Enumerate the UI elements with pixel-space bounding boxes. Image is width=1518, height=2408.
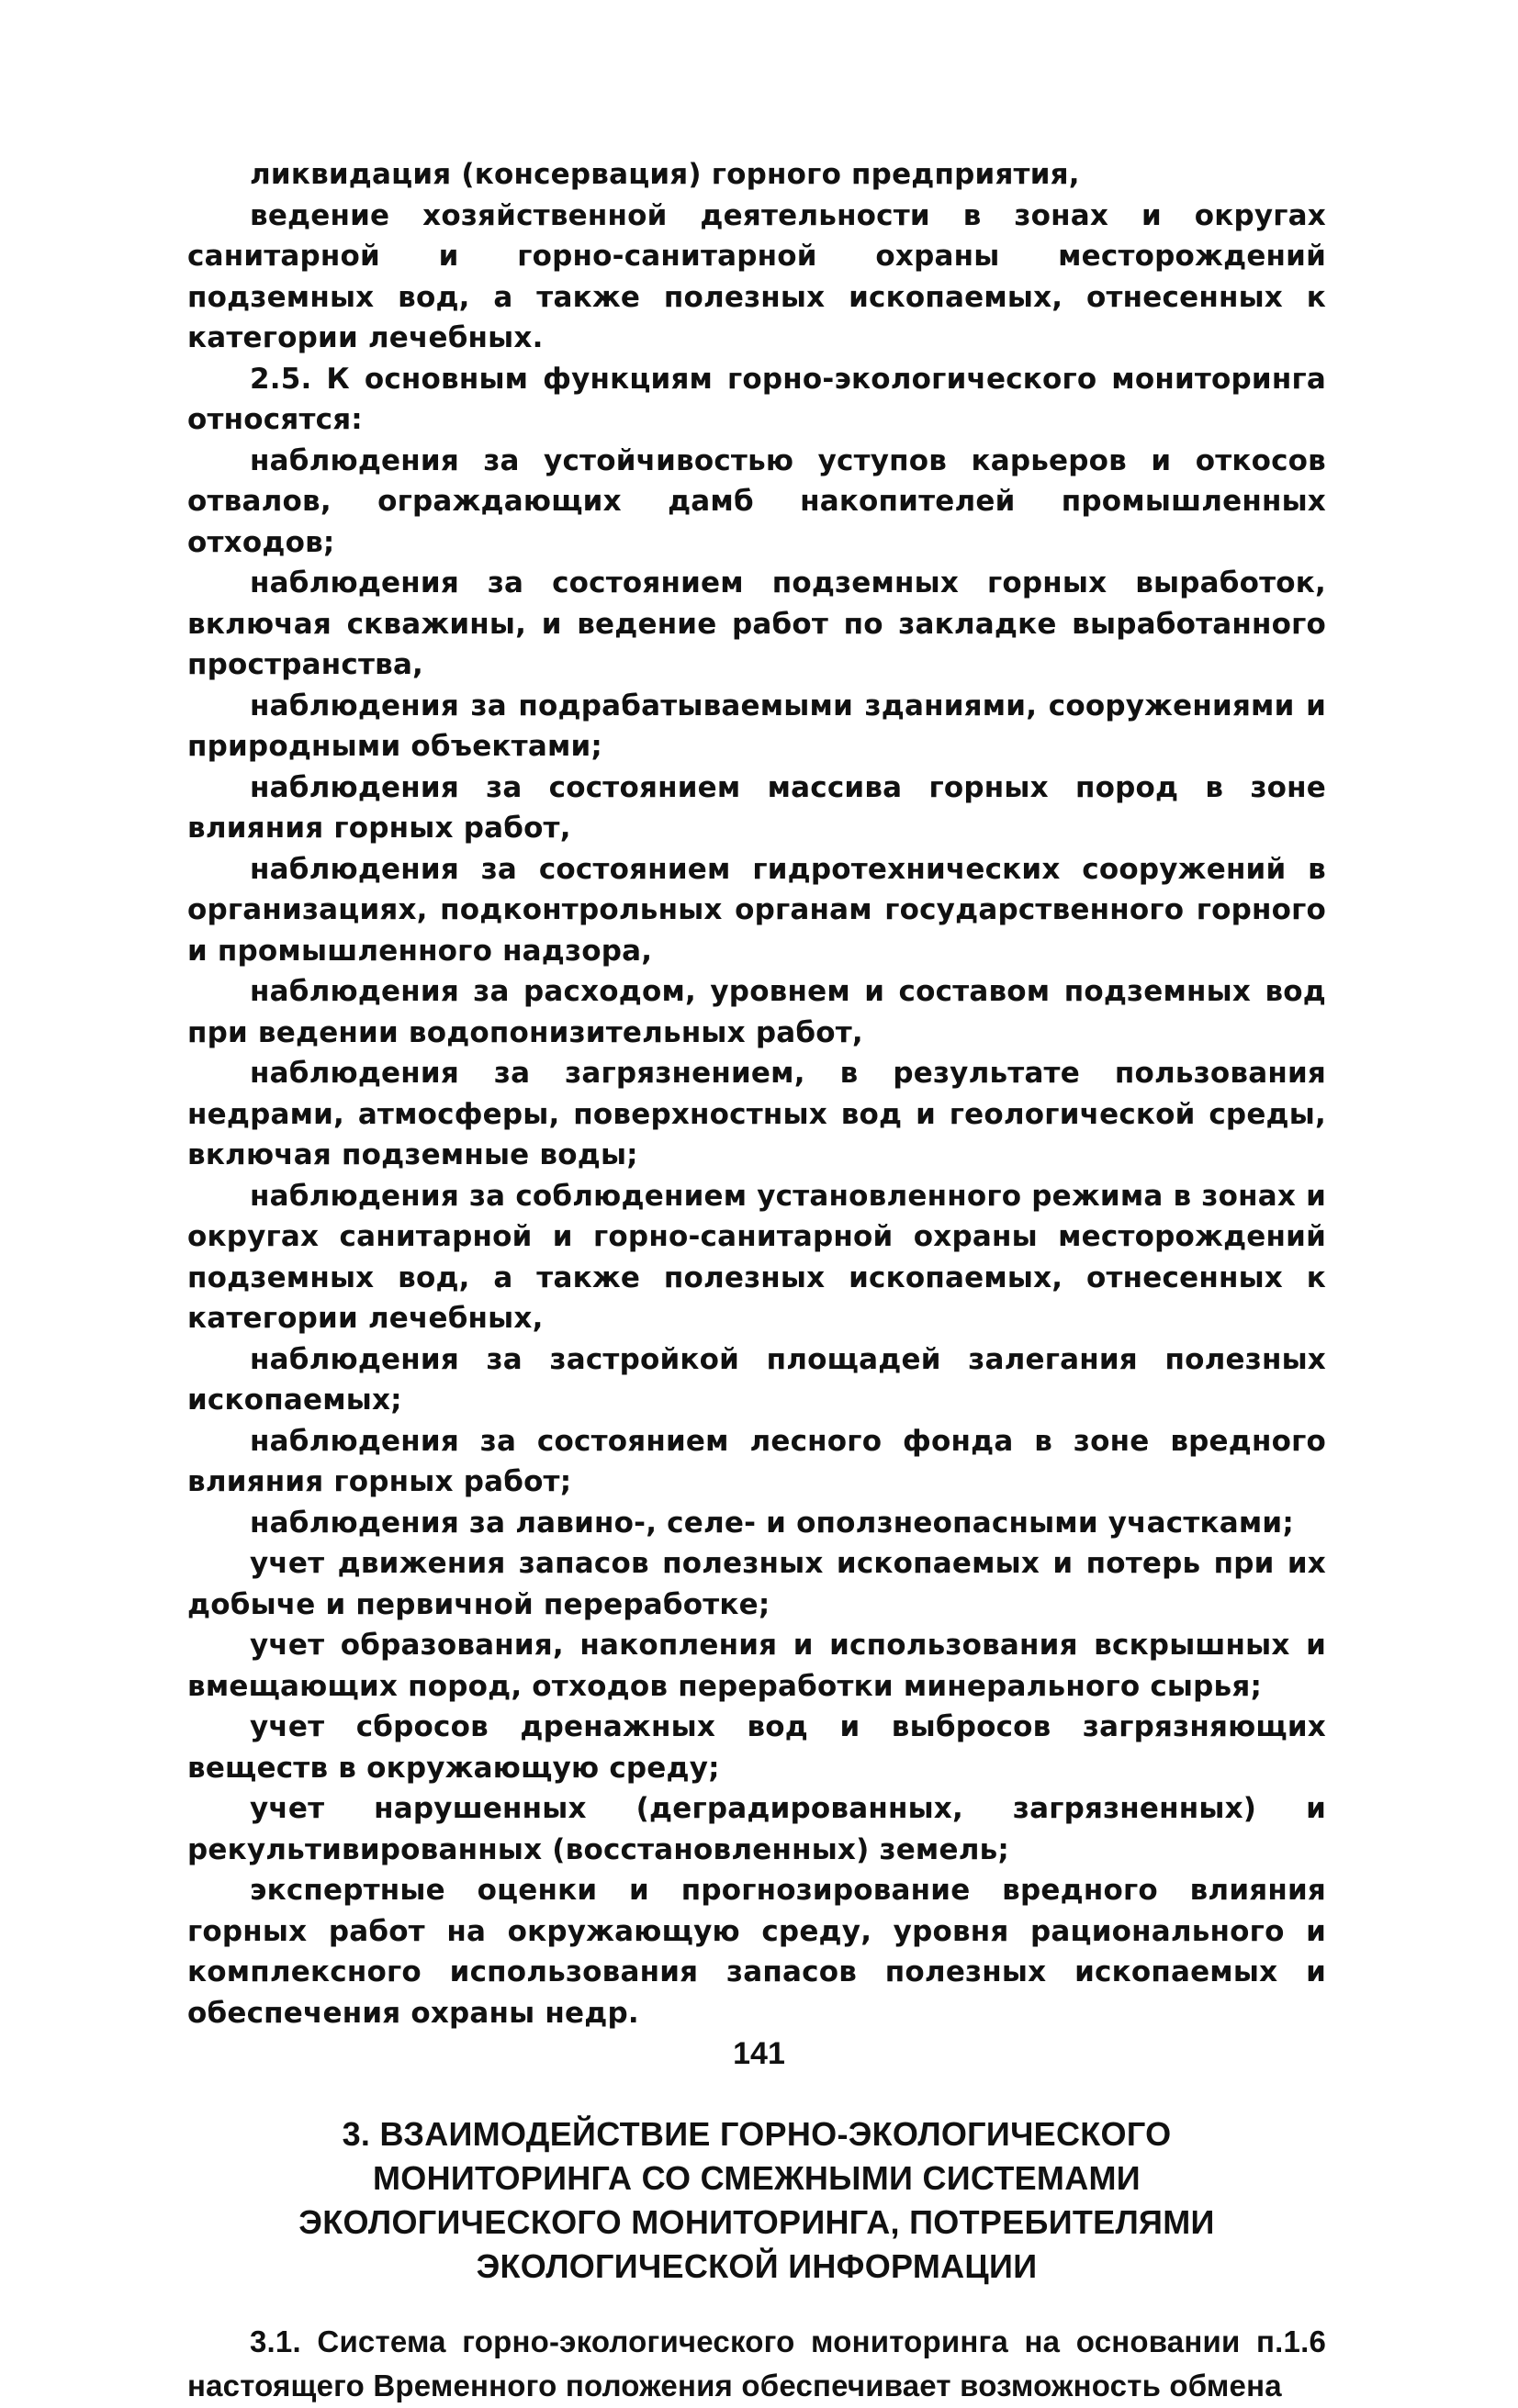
body-text (187, 154, 1326, 2033)
document-page (187, 154, 1326, 2402)
paragraph: учет движения запасов полезных ископаемых и потерь при их добыче и первичной переработке; (187, 1547, 1326, 1621)
paragraph: наблюдения за состоянием лесного фонда в зоне вредного влияния горных работ; (187, 1424, 1326, 1498)
section-heading-line: 3. ВЗАИМОДЕЙСТВИЕ ГОРНО-ЭКОЛОГИЧЕСКОГО (342, 2115, 1172, 2153)
paragraph: учет образования, накопления и использования вскрышных и вмещающих пород, отходов переработки минерального сырья; (187, 1629, 1326, 1703)
paragraph: наблюдения за лавино-, селе- и оползнеопасными участками; (250, 1506, 1294, 1540)
paragraph: учет нарушенных (деградированных, загрязненных) и рекультивированных (восстановленных) земель; (187, 1792, 1326, 1866)
section-heading-line: МОНИТОРИНГА СО СМЕЖНЫМИ СИСТЕМАМИ (373, 2159, 1141, 2197)
paragraph: ведение хозяйственной деятельности в зонах и округах санитарной и горно-санитарной охраны месторождений подземных вод, а также полезных ископаемых, отнесенных к категории лечебных. (187, 198, 1326, 354)
paragraph: наблюдения за расходом, уровнем и составом подземных вод при ведении водопонизительных работ, (187, 975, 1326, 1049)
paragraph: 2.5. К основным функциям горно-экологического мониторинга относятся: (187, 362, 1326, 436)
section-heading (187, 2112, 1326, 2289)
paragraph: ликвидация (консервация) горного предприятия, (250, 158, 1080, 191)
paragraph: наблюдения за загрязнением, в результате пользования недрами, атмосферы, поверхностных вод и геологической среды, включая подземные воды; (187, 1057, 1326, 1171)
paragraph: учет сбросов дренажных вод и выбросов загрязняющих веществ в окружающую среду; (187, 1710, 1326, 1785)
page-number: 141 (733, 2036, 785, 2071)
paragraph: наблюдения за соблюдением установленного режима в зонах и округах санитарной и горно-санитарной охраны месторождений подземных вод, а также полезных ископаемых, отнесенных к категории лечебных, (187, 1179, 1326, 1335)
paragraph: наблюдения за состоянием гидротехнических сооружений в организациях, подконтрольных органам государственного горного и промышленного надзора, (187, 852, 1326, 968)
paragraph: наблюдения за состоянием массива горных пород в зоне влияния горных работ, (187, 770, 1326, 845)
section-paragraph: 3.1. Система горно-экологического мониторинга на основании п.1.6 настоящего Временного положения обеспечивает возможность обмена (187, 2324, 1326, 2402)
paragraph: экспертные оценки и прогнозирование вредного влияния горных работ на окружающую среду, уровня рационального и комплексного использования запасов полезных ископаемых и обеспечения охраны недр. (187, 1874, 1326, 2030)
section-heading-line: ЭКОЛОГИЧЕСКОЙ ИНФОРМАЦИИ (476, 2247, 1038, 2285)
paragraph: наблюдения за подрабатываемыми зданиями, сооружениями и природными объектами; (187, 689, 1326, 763)
paragraph: наблюдения за состоянием подземных горных выработок, включая скважины, и ведение работ по закладке выработанного пространства, (187, 566, 1326, 681)
paragraph: наблюдения за застройкой площадей залегания полезных ископаемых; (187, 1342, 1326, 1417)
paragraph: наблюдения за устойчивостью уступов карьеров и откосов отвалов, ограждающих дамб накопителей промышленных отходов; (187, 443, 1326, 559)
section-heading-line: ЭКОЛОГИЧЕСКОГО МОНИТОРИНГА, ПОТРЕБИТЕЛЯМИ (298, 2203, 1215, 2241)
